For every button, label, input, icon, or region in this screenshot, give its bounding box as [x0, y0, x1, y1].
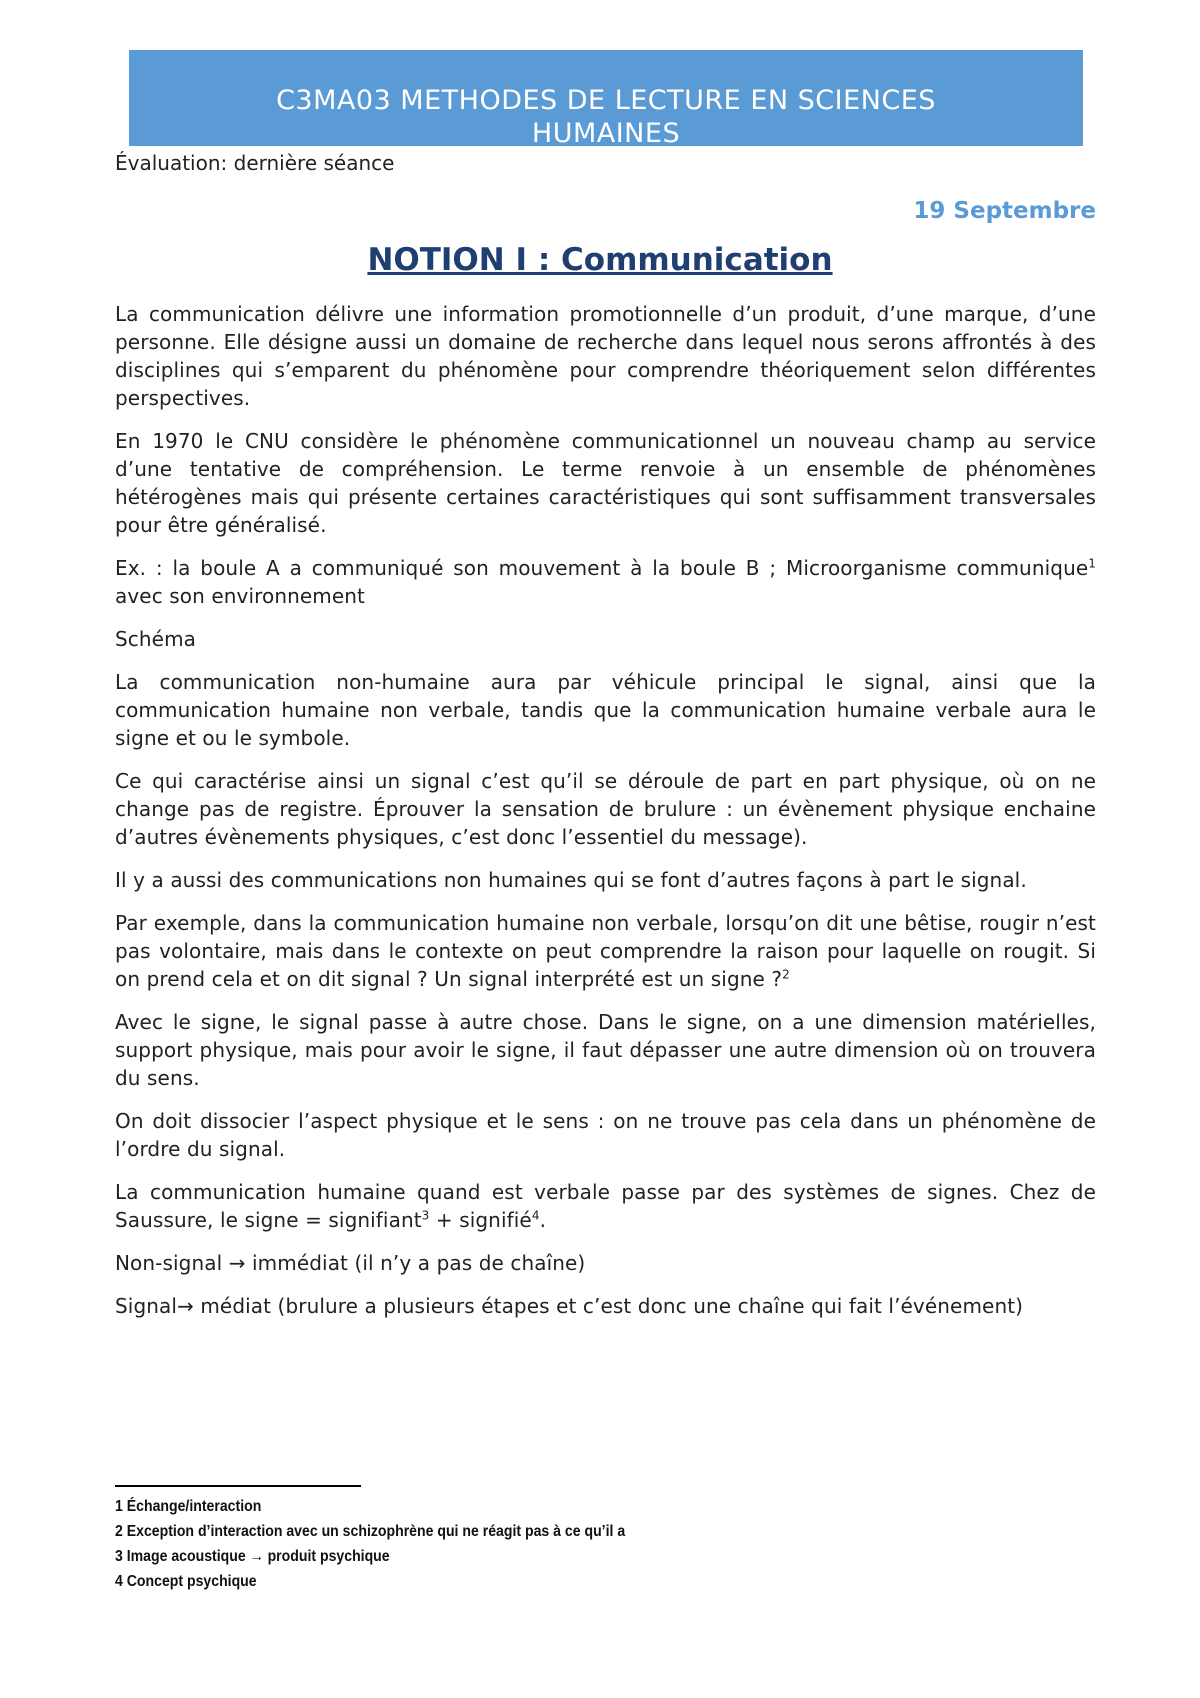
footnote-3: 3 Image acoustique → produit psychique	[115, 1548, 390, 1565]
paragraph-3-text-a: Ex. : la boule A a communiqué son mouvement à la boule B ; Microorganisme communique	[115, 556, 1089, 580]
paragraph-8	[115, 909, 1096, 993]
paragraph-7: Il y a aussi des communications non humaines qui se font d’autres façons à part le signal.	[115, 868, 1027, 892]
footnote-ref-3[interactable]: 3	[421, 1208, 430, 1223]
paragraph-10: On doit dissocier l’aspect physique et le sens : on ne trouve pas cela dans un phénomène de l’ordre du signal.	[115, 1109, 1096, 1161]
paragraph-11-text-c: .	[539, 1208, 547, 1232]
course-title-line2: HUMAINES	[531, 118, 681, 149]
footnote-ref-1[interactable]: 1	[1088, 556, 1096, 571]
footnote-2: 2 Exception d’interaction avec un schizophrène qui ne réagit pas à ce qu’il a	[115, 1523, 626, 1540]
session-date: 19 Septembre	[913, 198, 1096, 224]
notion-heading: NOTION I : Communication	[367, 242, 833, 278]
footnotes	[115, 1494, 695, 1594]
paragraph-5: La communication non-humaine aura par véhicule principal le signal, ainsi que la communication humaine non verbale, tandis que la communication humaine verbale aura le signe et ou le symbole.	[115, 670, 1096, 750]
footnote-ref-2[interactable]: 2	[782, 967, 790, 982]
paragraph-3	[115, 554, 1096, 610]
course-title-banner	[129, 50, 1083, 149]
paragraph-1: La communication délivre une information promotionnelle d’un produit, d’une marque, d’une personne. Elle désigne aussi un domaine de recherche dans lequel nous serons affrontés à des disciplines qui s’emparent du phénomène pour comprendre théoriquement selon différentes perspectives.	[115, 302, 1096, 410]
paragraph-13: Signal→ médiat (brulure a plusieurs étapes et c’est donc une chaîne qui fait l’événement)	[115, 1294, 1024, 1318]
footnote-4: 4 Concept psychique	[115, 1573, 257, 1590]
course-title-line1: C3MA03 METHODES DE LECTURE EN SCIENCES	[276, 85, 936, 116]
paragraph-11	[115, 1178, 1096, 1234]
footnote-1: 1 Échange/interaction	[115, 1498, 262, 1515]
paragraph-11-text-a: La communication humaine quand est verbale passe par des systèmes de signes. Chez de Saussure, le signe = signifiant	[115, 1180, 1096, 1232]
paragraph-8-text: Par exemple, dans la communication humaine non verbale, lorsqu’on dit une bêtise, rougir n’est pas volontaire, mais dans le contexte on peut comprendre la raison pour laquelle on rougit. Si on prend cela et on dit signal ? Un signal interprété est un signe ?	[115, 911, 1096, 991]
body-text	[115, 300, 1096, 1335]
paragraph-12: Non-signal → immédiat (il n’y a pas de chaîne)	[115, 1251, 586, 1275]
evaluation-note: Évaluation: dernière séance	[115, 151, 395, 175]
paragraph-3-text-b: avec son environnement	[115, 584, 365, 608]
paragraph-6: Ce qui caractérise ainsi un signal c’est qu’il se déroule de part en part physique, où on ne change pas de registre. Éprouver la sensation de brulure : un évènement physique enchaine d’autres évènements physiques, c’est donc l’essentiel du message).	[115, 769, 1096, 849]
paragraph-11-text-b: + signifié	[429, 1208, 532, 1232]
paragraph-2: En 1970 le CNU considère le phénomène communicationnel un nouveau champ au service d’une tentative de compréhension. Le terme renvoie à un ensemble de phénomènes hétérogènes mais qui présente certaines caractéristiques qui sont suffisamment transversales pour être généralisé.	[115, 429, 1096, 537]
footnote-ref-4[interactable]: 4	[531, 1208, 540, 1223]
footnote-separator	[115, 1485, 361, 1487]
paragraph-9: Avec le signe, le signal passe à autre chose. Dans le signe, on a une dimension matérielles, support physique, mais pour avoir le signe, il faut dépasser une autre dimension où on trouvera du sens.	[115, 1010, 1096, 1090]
paragraph-4: Schéma	[115, 627, 197, 651]
